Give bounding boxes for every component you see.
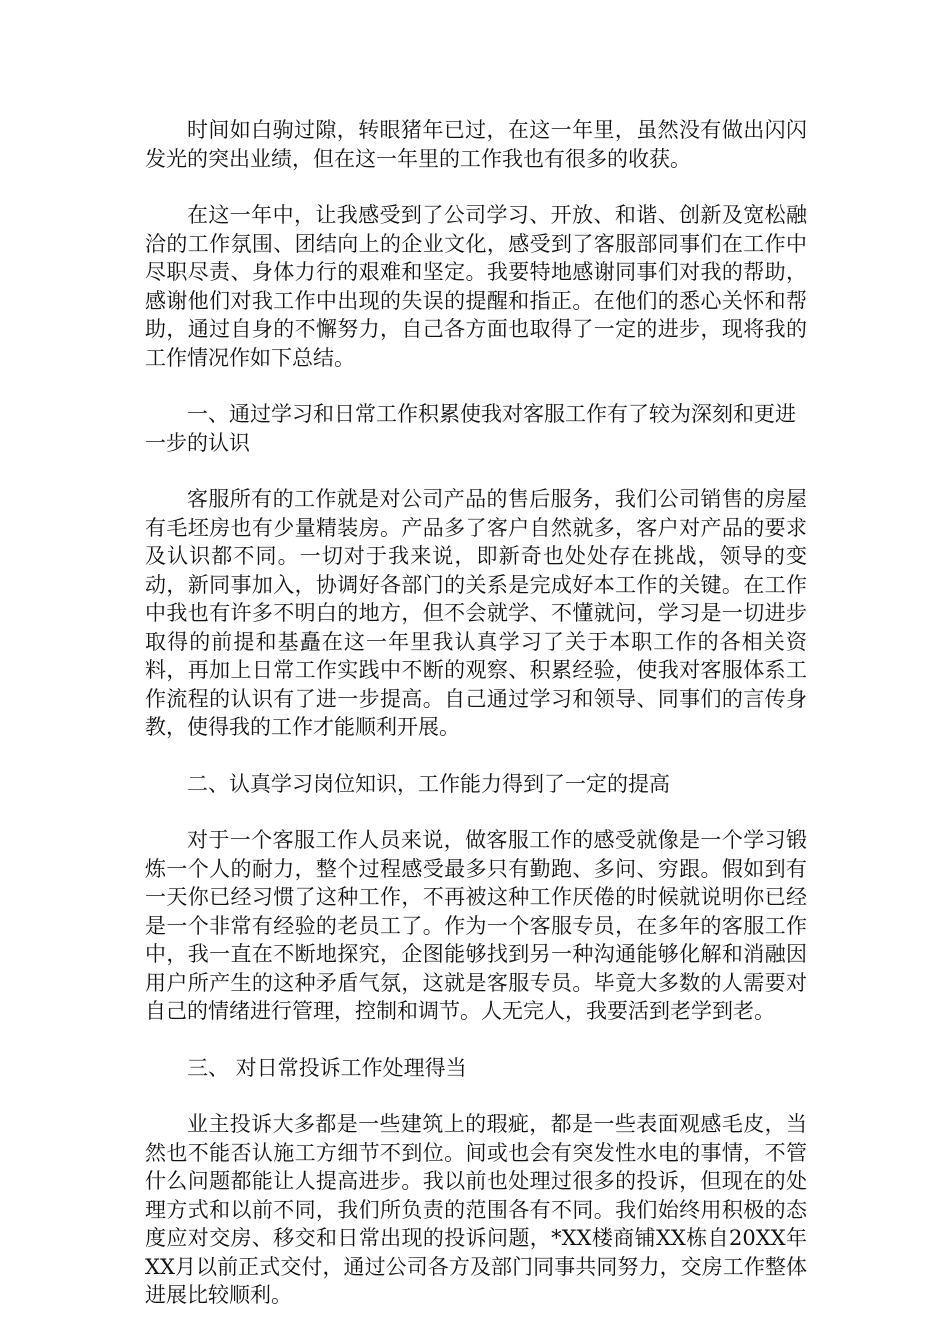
- section-heading-2: 二、认真学习岗位知识，工作能力得到了一定的提高: [187, 771, 670, 796]
- paragraph-section-2: 对于一个客服工作人员来说，做客服工作的感受就像是一个学习锻炼一个人的耐力，整个过程感受最多只有勤跑、多问、穷跟。假如到有一天你已经习惯了这种工作，不再被这种工作厌倦的时候就说明你已经是一个非常有经验的老员工了。作为一个客服专员，在多年的客服工作中，我一直在不断地探究，企图能够找到另一种沟通能够化解和消融因用户所产生的这种矛盾气氛，这就是客服专员。毕竟大多数的人需要对自己的情绪进行管理，控制和调节。人无完人，我要活到老学到老。: [145, 828, 807, 1023]
- document-body: [145, 116, 807, 1338]
- section-heading-3: 三、 对日常投诉工作处理得当: [187, 1055, 467, 1080]
- paragraph-intro: 时间如白驹过隙，转眼猪年已过，在这一年里，虽然没有做出闪闪发光的突出业绩，但在这一年里的工作我也有很多的收获。: [145, 118, 807, 171]
- paragraph-section-1: 客服所有的工作就是对公司产品的售后服务，我们公司销售的房屋有毛坯房也有少量精装房。产品多了客户自然就多，客户对产品的要求及认识都不同。一切对于我来说，即新奇也处处存在挑战，领导的变动，新同事加入，协调好各部门的关系是完成好本工作的关键。在工作中我也有许多不明白的地方，但不会就学、不懂就问，学习是一切进步取得的前提和基矗在这一年里我认真学习了关于本职工作的各相关资料，再加上日常工作实践中不断的观察、积累经验，使我对客服体系工作流程的认识有了进一步提高。自己通过学习和领导、同事们的言传身教，使得我的工作才能顺利开展。: [145, 487, 807, 739]
- paragraph-section-3: 业主投诉大多都是一些建筑上的瑕疵，都是一些表面观感毛皮，当然也不能否认施工方细节不到位。间或也会有突发性水电的事情，不管什么问题都能让人提高进步。我以前也处理过很多的投诉，但现在的处理方式和以前不同，我们所负责的范围各有不同。我们始终用积极的态度应对交房、移交和日常出现的投诉问题，*XX楼商铺XX栋自20XX年XX月以前正式交付，通过公司各方及部门同事共同努力，交房工作整体进展比较顺利。: [145, 1112, 807, 1307]
- paragraph-thanks: 在这一年中，让我感受到了公司学习、开放、和谐、创新及宽松融洽的工作氛围、团结向上的企业文化，感受到了客服部同事们在工作中尽职尽责、身体力行的艰难和坚定。我要特地感谢同事们对我的帮助，感谢他们对我工作中出现的失误的提醒和指正。在他们的悉心关怀和帮助，通过自身的不懈努力，自己各方面也取得了一定的进步，现将我的工作情况作如下总结。: [145, 203, 807, 370]
- section-heading-1: 一、通过学习和日常工作积累使我对客服工作有了较为深刻和更进一步的认识: [145, 402, 796, 455]
